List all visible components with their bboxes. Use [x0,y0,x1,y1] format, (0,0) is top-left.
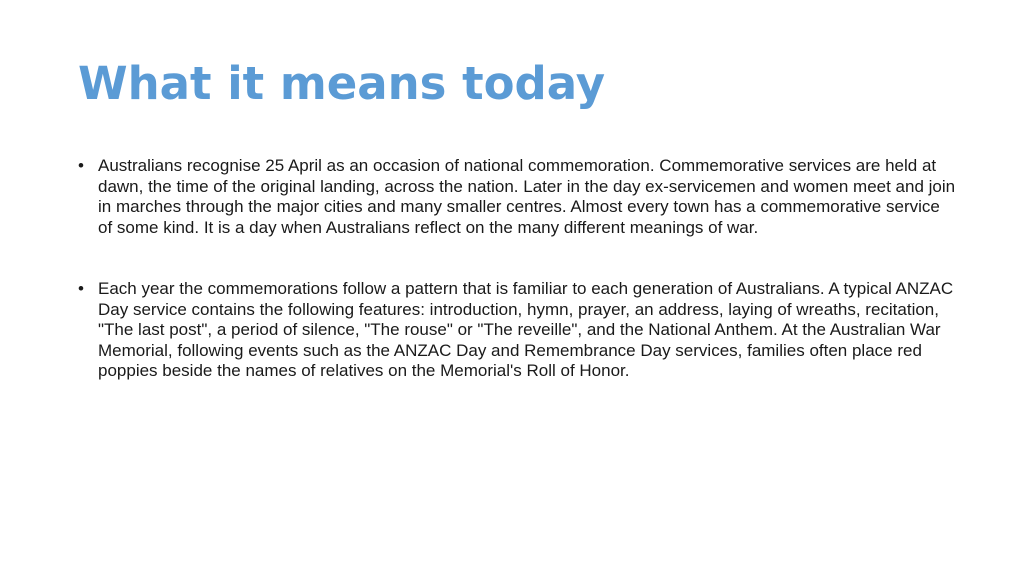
bullet-list [78,156,958,423]
bullet-item-commemoration [78,156,958,238]
bullet-marker: • [78,156,84,175]
bullet-marker: • [78,279,84,298]
bullet-text: Each year the commemorations follow a pattern that is familiar to each generation of Australians. A typical ANZAC Day service contains the following features: introduction, hymn, prayer, an address, laying of wreaths, recitation, "The last post", a period of silence, "The rouse" or "The reveille", and the National Anthem. At the Australian War Memorial, following events such as the ANZAC Day and Remembrance Day services, families often place red poppies beside the names of relatives on the Memorial's Roll of Honor. [98,279,954,380]
slide-title: What it means today [78,57,606,110]
bullet-text: Australians recognise 25 April as an occasion of national commemoration. Commemorative services are held at dawn, the time of the original landing, across the nation. Later in the day ex-servicemen and women meet and join in marches through the major cities and many smaller centres. Almost every town has a commemorative service of some kind. It is a day when Australians reflect on the many different meanings of war. [98,156,956,237]
bullet-item-service-pattern [78,279,958,382]
